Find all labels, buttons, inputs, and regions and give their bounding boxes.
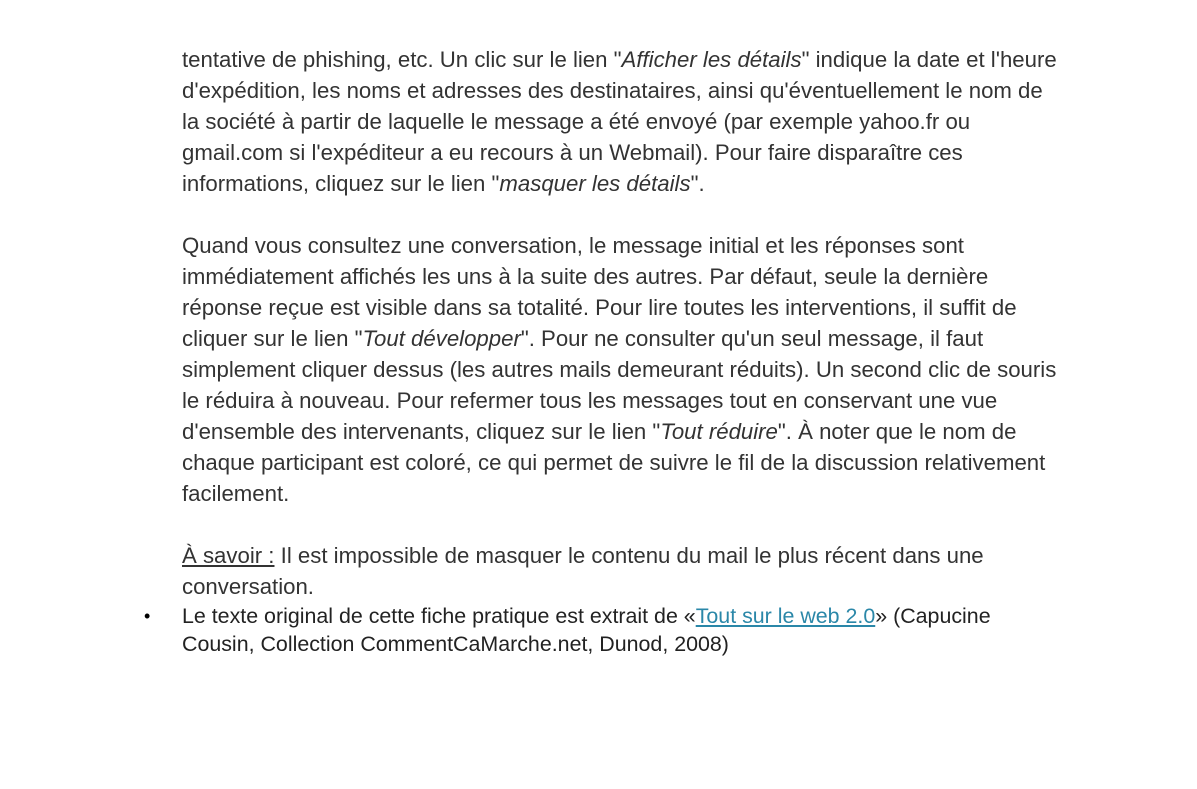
a-savoir-label: À savoir : xyxy=(182,543,275,568)
bullet-icon: • xyxy=(144,606,151,626)
list-item-source xyxy=(144,602,1062,658)
text-segment: ". xyxy=(690,171,705,196)
text-segment: Le texte original de cette fiche pratique est extrait de « xyxy=(182,604,696,628)
text-segment: ". Pour ne consulter qu'un seul message, il faut simplement cliquer dessus (les autres mails demeurant réduits). Un second clic de souris le réduira à nouveau. Pour refermer tous les messages tout en conservant une vue d'ensemble des intervenants, cliquez sur le lien " xyxy=(182,326,1057,444)
text-segment: tentative de phishing, etc. Un clic sur le lien " xyxy=(182,47,622,72)
paragraph-a-savoir xyxy=(182,540,1062,602)
italic-term-masquer-details: masquer les détails xyxy=(499,171,691,196)
text-segment: " indique la date et l'heure d'expédition, les noms et adresses des destinataires, ainsi qu'éventuellement le nom de la société à partir de laquelle le message a été envoyé (par exemple yahoo.fr ou gmail.com si l'expéditeur a eu recours à un Webmail). Pour faire disparaître ces informations, cliquez sur le lien " xyxy=(182,47,1057,196)
paragraph-afficher-details xyxy=(182,44,1062,199)
text-segment: Il est impossible de masquer le contenu du mail le plus récent dans une conversation. xyxy=(182,543,984,599)
bullet-list xyxy=(144,602,1062,658)
text-segment: ". À noter que le nom de chaque participant est coloré, ce qui permet de suivre le fil de la discussion relativement facilement. xyxy=(182,419,1046,506)
paragraph-conversation xyxy=(182,230,1062,509)
italic-term-afficher-details: Afficher les détails xyxy=(621,47,802,72)
italic-term-tout-developper: Tout développer xyxy=(362,326,521,351)
book-link[interactable]: Tout sur le web 2.0 xyxy=(695,604,876,628)
text-segment: » (Capucine Cousin, Collection CommentCaMarche.net, Dunod, 2008) xyxy=(182,604,991,656)
italic-term-tout-reduire: Tout réduire xyxy=(660,419,778,444)
document-page xyxy=(144,44,1062,658)
text-segment: Quand vous consultez une conversation, le message initial et les réponses sont immédiatement affichés les uns à la suite des autres. Par défaut, seule la dernière réponse reçue est visible dans sa totalité. Pour lire toutes les interventions, il suffit de cliquer sur le lien " xyxy=(182,233,1017,351)
